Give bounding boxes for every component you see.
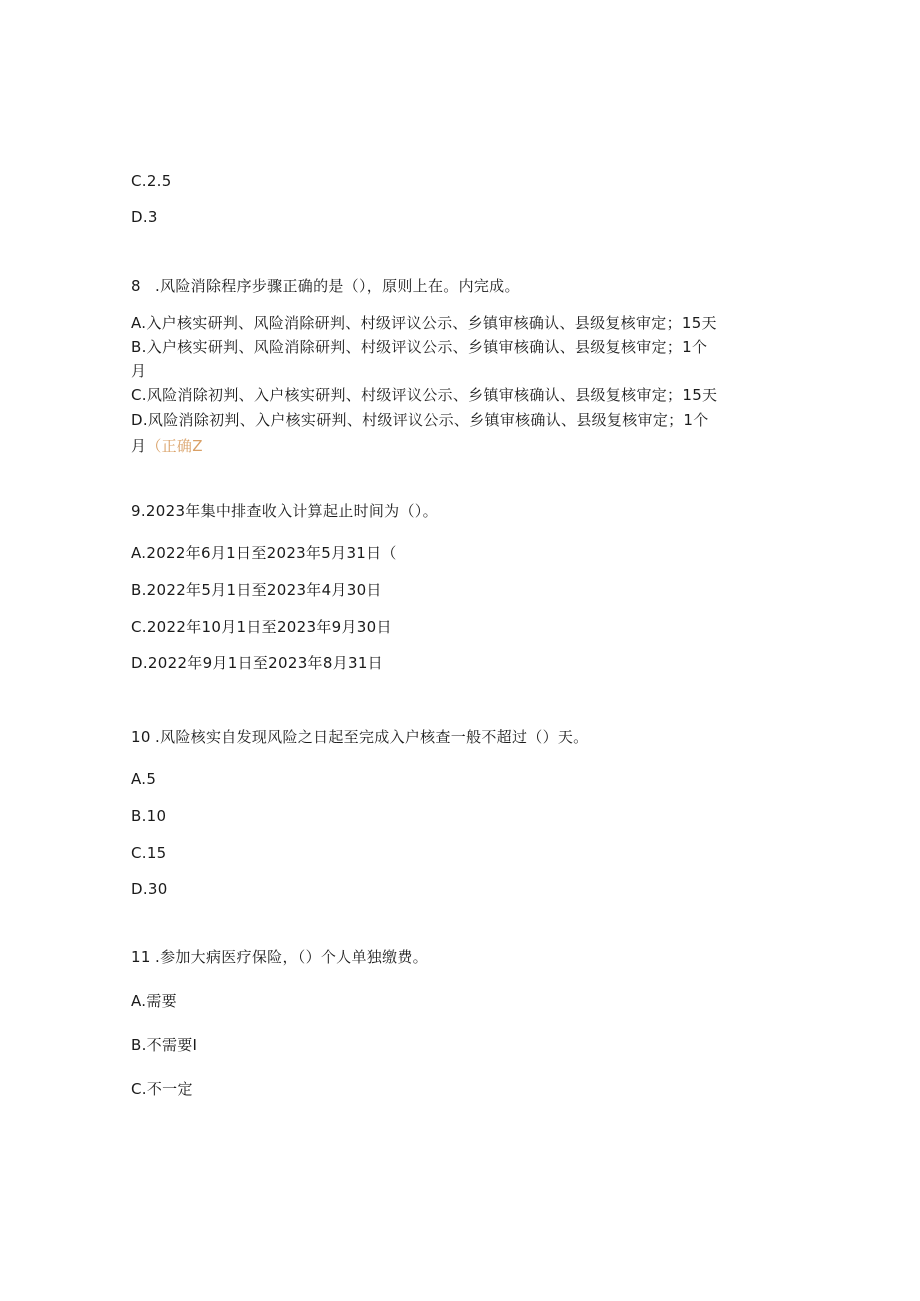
q8-option-d-cont bbox=[131, 436, 203, 456]
question-number: 10 bbox=[131, 728, 151, 746]
q11-option-c: C.不一定 bbox=[131, 1080, 193, 1098]
option-d-prev: D.3 bbox=[131, 208, 158, 226]
q10-option-a: A.5 bbox=[131, 770, 157, 788]
q9-option-d: D.2022年9月1日至2023年8月31日 bbox=[131, 654, 383, 672]
q8-option-b-cont: 月 bbox=[131, 362, 147, 380]
q10-option-d: D.30 bbox=[131, 880, 168, 898]
question-stem: .风险核实自发现风险之日起至完成入户核查一般不超过（）天。 bbox=[155, 728, 589, 746]
question-number: 8 bbox=[131, 277, 141, 295]
question-11 bbox=[131, 947, 428, 967]
q8-option-b: B.入户核实研判、风险消除研判、村级评议公示、乡镇审核确认、县级复核审定；1个 bbox=[131, 338, 708, 356]
q8-option-d: D.风险消除初判、入户核实研判、村级评议公示、乡镇审核确认、县级复核审定；1个 bbox=[131, 411, 709, 429]
option-d-tail: 月 bbox=[131, 437, 147, 455]
q11-option-b: B.不需要I bbox=[131, 1036, 198, 1054]
q10-option-b: B.10 bbox=[131, 807, 167, 825]
q8-option-c: C.风险消除初判、入户核实研判、村级评议公示、乡镇审核确认、县级复核审定；15天 bbox=[131, 386, 718, 404]
question-number: 11 bbox=[131, 948, 151, 966]
q10-option-c: C.15 bbox=[131, 844, 167, 862]
q9-option-a: A.2022年6月1日至2023年5月31日（ bbox=[131, 544, 397, 562]
question-stem: .风险消除程序步骤正确的是（），原则上在。内完成。 bbox=[155, 277, 520, 295]
question-9: 9.2023年集中排查收入计算起止时间为（）。 bbox=[131, 502, 438, 520]
question-10 bbox=[131, 727, 588, 747]
q11-option-a: A.需要 bbox=[131, 992, 177, 1010]
option-c-prev: C.2.5 bbox=[131, 172, 172, 190]
answer-note: （正确Z bbox=[146, 437, 203, 455]
q9-option-b: B.2022年5月1日至2023年4月30日 bbox=[131, 581, 382, 599]
question-8 bbox=[131, 276, 520, 296]
q9-option-c: C.2022年10月1日至2023年9月30日 bbox=[131, 618, 392, 636]
q8-option-a: A.入户核实研判、风险消除研判、村级评议公示、乡镇审核确认、县级复核审定；15天 bbox=[131, 314, 717, 332]
question-stem: .参加大病医疗保险，（）个人单独缴费。 bbox=[155, 948, 428, 966]
